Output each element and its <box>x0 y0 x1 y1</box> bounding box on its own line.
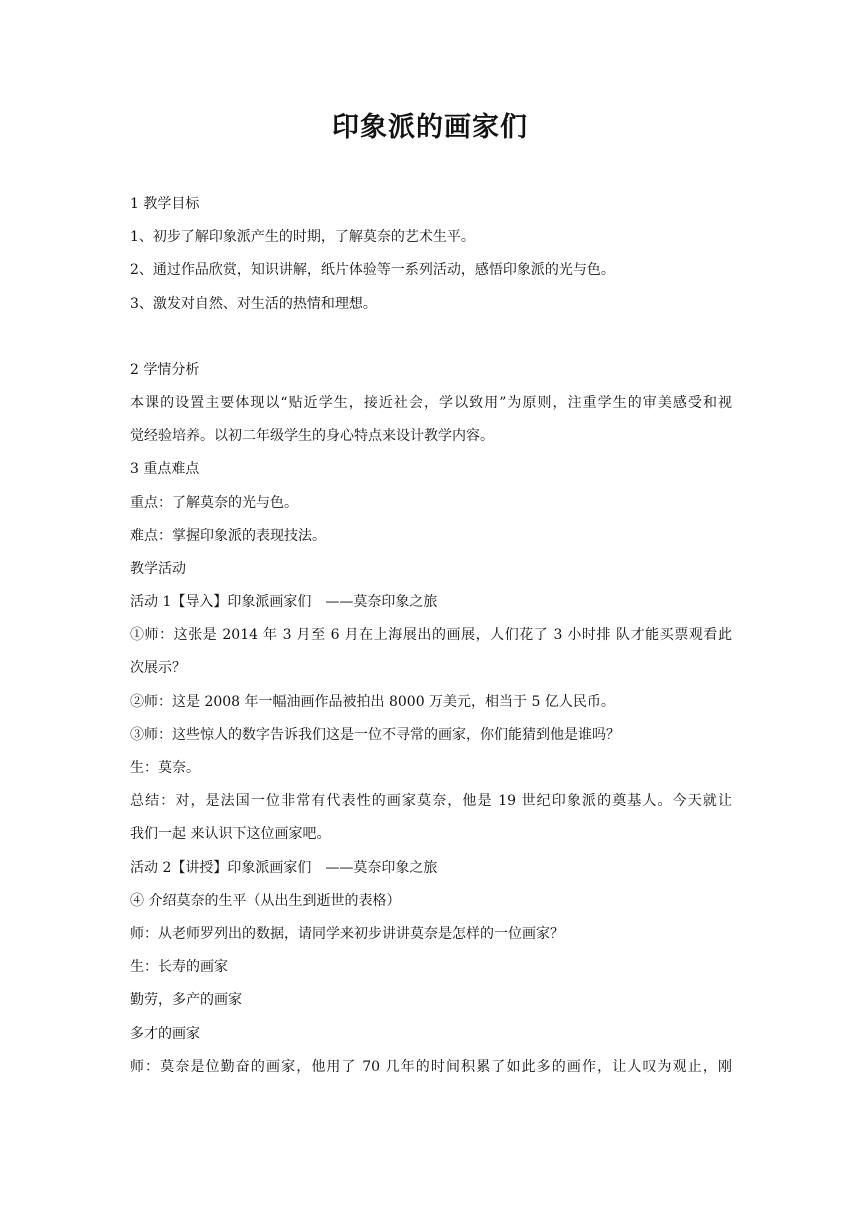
paragraph-line: 勤劳，多产的画家 <box>130 992 242 1009</box>
activity-1-heading: 活动 1【导入】印象派画家们 ——莫奈印象之旅 <box>130 594 438 611</box>
paragraph-line: 觉经验培养。以初二年级学生的身心特点来设计教学内容。 <box>130 428 494 445</box>
paragraph-line: 多才的画家 <box>130 1025 200 1042</box>
paragraph-line: ②师：这是 2008 年一幅油画作品被拍出 8000 万美元，相当于 5 亿人民币。 <box>130 693 615 710</box>
document-title: 印象派的画家们 <box>332 112 528 143</box>
paragraph-line: ①师：这张是 2014 年 3 月至 6 月在上海展出的画展，人们花了 3 小时排 队才能买票观看此 <box>130 627 732 644</box>
paragraph-line: 师：从老师罗列出的数据，请同学来初步讲讲莫奈是怎样的一位画家？ <box>130 925 564 942</box>
document-body <box>130 188 732 1084</box>
goal-item-2: 2、通过作品欣赏，知识讲解，纸片体验等一系列活动，感悟印象派的光与色。 <box>130 262 615 279</box>
paragraph-line: 本课的设置主要体现以“贴近学生，接近社会，学以致用”为原则，注重学生的审美感受和视 <box>130 394 732 411</box>
paragraph-line: 我们一起 来认识下这位画家吧。 <box>130 826 331 843</box>
goal-item-3: 3、激发对自然、对生活的热情和理想。 <box>130 295 377 312</box>
blank-line <box>130 321 732 354</box>
goal-item-1: 1、初步了解印象派产生的时期，了解莫奈的艺术生平。 <box>130 229 475 246</box>
heading-key-points: 3 重点难点 <box>130 461 200 478</box>
paragraph-line: ③师：这些惊人的数字告诉我们这是一位不寻常的画家，你们能猜到他是谁吗？ <box>130 726 620 743</box>
paragraph-line: 师：莫奈是位勤奋的画家，他用了 70 几年的时间积累了如此多的画作，让人叹为观止，刚 <box>130 1058 732 1075</box>
difficult-point: 难点：掌握印象派的表现技法。 <box>130 527 326 544</box>
heading-teaching-goals: 1 教学目标 <box>130 196 200 212</box>
paragraph-line: 生：莫奈。 <box>130 760 200 776</box>
paragraph-line: 生：长寿的画家 <box>130 959 228 976</box>
activity-2-heading: 活动 2【讲授】印象派画家们 ——莫奈印象之旅 <box>130 859 438 876</box>
key-point: 重点：了解莫奈的光与色。 <box>130 494 298 511</box>
paragraph-line: 总结：对，是法国一位非常有代表性的画家莫奈，他是 19 世纪印象派的奠基人。今天就让 <box>130 793 732 810</box>
heading-teaching-activities: 教学活动 <box>130 560 186 577</box>
paragraph-line: ④ 介绍莫奈的生平（从出生到逝世的表格） <box>130 892 401 909</box>
heading-student-analysis: 2 学情分析 <box>130 361 200 378</box>
paragraph-line: 次展示？ <box>130 660 186 677</box>
